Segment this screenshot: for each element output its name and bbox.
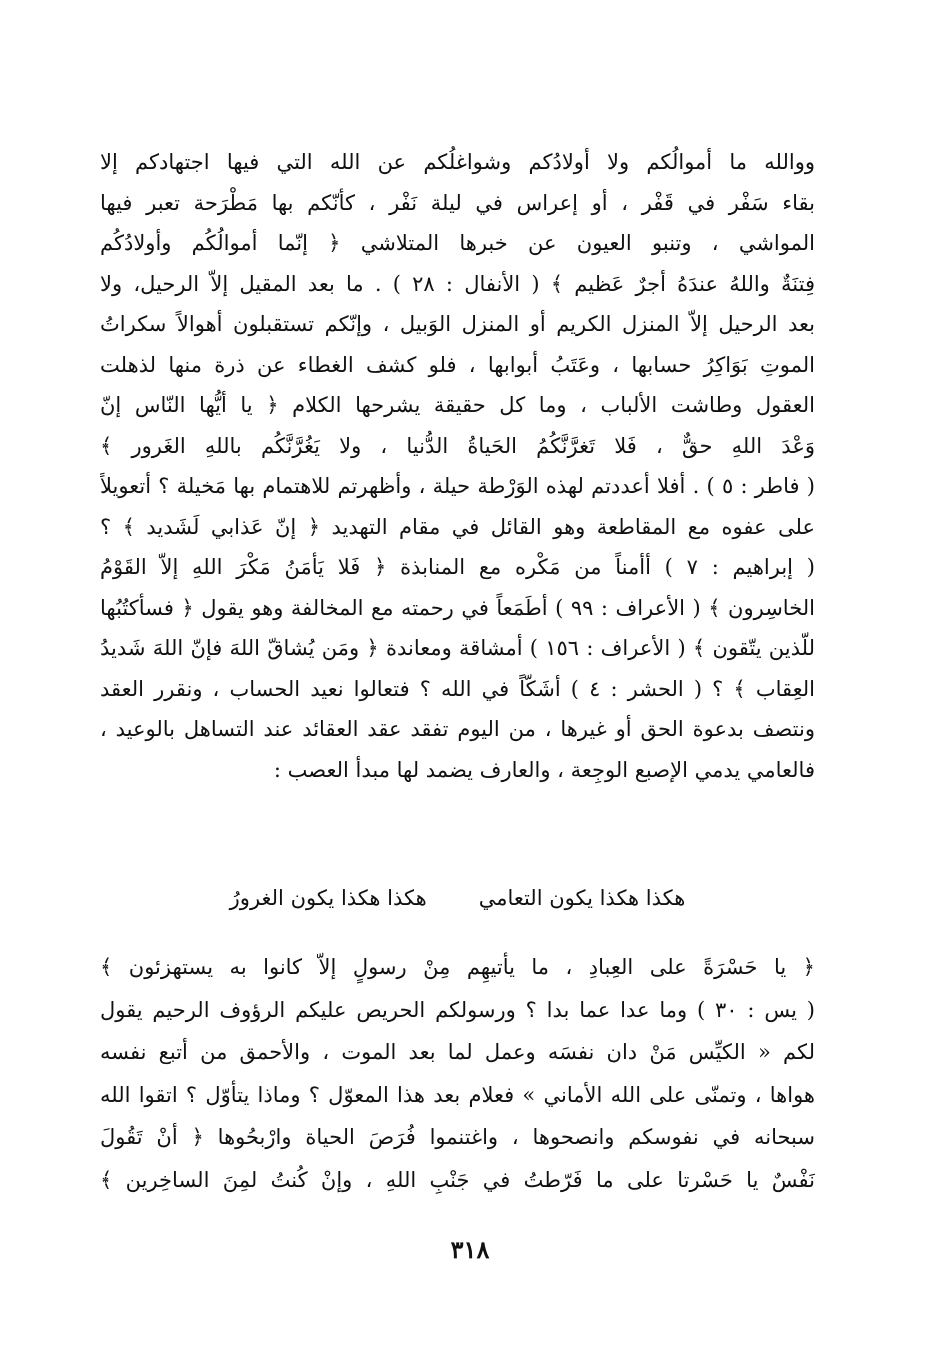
text-line: الخاسِرون ﴾ ( الأعراف : ٩٩ ) أطَمَعاً في رحمته مع المخالفة وهو يقول ﴿ فسأكتُبُها — [100, 595, 815, 620]
text-line: فِتنَةٌ واللهُ عندَهُ أجرٌ عَظيم ﴾ ( الأنفال : ٢٨ ) . ما بعد المقيل إلاّ الرحيل، ولا — [100, 271, 815, 296]
text-line: وَعْدَ اللهِ حقٌّ ، فَلا تَغرَّنَّكُمُ الحَياةُ الدُّنيا ، ولا يَغُرَّنَّكُم باللهِ الغَرور ﴾ — [100, 433, 815, 458]
text-line: ( إبراهيم : ٧ ) أأمناً من مَكْره مع المنابذة ﴿ فَلا يَأمَنُ مَكْرَ اللهِ إلاّ القَوْمُ — [100, 555, 815, 579]
text-line: نَفْسٌ يا حَسْرتا على ما فَرّطتُ في جَنْبِ اللهِ ، وإنْ كُنتُ لمِنَ الساخِرين ﴾ — [100, 1167, 815, 1192]
text-line: العقول وطاشت الألباب ، وما كل حقيقة يشرحها الكلام ﴿ يا أيُّها النّاس إنّ — [100, 393, 815, 417]
text-line: بعد الرحيل إلاّ المنزل الكريم أو المنزل الوَبيل ، وإنّكم تستقبلون أهوالاً سكراتُ — [100, 312, 815, 336]
text-line: هواها ، وتمنّى على الله الأماني » فعلام بعد هذا المعوّل ؟ وماذا يتأوّل ؟ اتقوا الله — [100, 1082, 815, 1107]
text-line: ﴿ يا حَسْرَةً على العِبادِ ، ما يأتيهِم مِنْ رسولٍ إلاّ كانوا به يستهزئون ﴾ — [100, 955, 815, 979]
paragraph-2 — [100, 946, 815, 1201]
verse-second-hemistich: هكذا هكذا يكون الغرورُ — [229, 886, 427, 910]
text-line: فالعامي يدمي الإصبع الوجِعة ، والعارف يضمد لها مبدأ العصب : — [273, 757, 815, 782]
text-line: العِقاب ﴾ ؟ ( الحشر : ٤ ) أشَكّاً في الله ؟ فتعالوا نعيد الحساب ، ونقرر العقد — [100, 676, 815, 701]
text-line: ( يس : ٣٠ ) وما عدا عما بدا ؟ ورسولكم الحريص عليكم الرؤوف الرحيم يقول — [100, 997, 815, 1022]
text-line: ووالله ما أموالُكم ولا أولادُكم وشواغلُكم عن الله التي فيها اجتهادكم إلا — [100, 150, 815, 174]
text-line: سبحانه في نفوسكم وانصحوها ، واغتنموا فُرَصَ الحياة وارْبحُوها ﴿ أنْ تَقُولَ — [100, 1125, 815, 1149]
text-line: لكم « الكيِّس مَنْ دان نفسَه وعمل لما بعد الموت ، والأحمق من أتبع نفسه — [100, 1040, 815, 1064]
text-line: ( فاطر : ٥ ) . أفلا أعددتم لهذه الوَرْطة حيلة ، وأظهرتم للاهتمام بها مَخيلة ؟ أتعويلاً — [100, 474, 815, 498]
text-line: ونتصف بدعوة الحق أو غيرها ، من اليوم تفقد عقد العقائد عند التساهل بالوعيد ، — [100, 717, 815, 741]
text-line: بقاء سَفْر في قَفْر ، أو إعراس في ليلة نَفْر ، كأنّكم بها مَطْرَحة تعبر فيها — [100, 190, 815, 215]
text-line: للّذين يتّقون ﴾ ( الأعراف : ١٥٦ ) أمشاقة ومعاندة ﴿ ومَن يُشاقّ اللهَ فإنّ اللهَ شَديدُ — [100, 636, 815, 660]
poetry-verse — [100, 876, 815, 920]
text-line: على عفوه مع المقاطعة وهو القائل في مقام التهديد ﴿ إنّ عَذابي لَشَديد ﴾ ؟ — [100, 514, 815, 539]
verse-first-hemistich: هكذا هكذا يكون التعامي — [478, 886, 686, 910]
page-number: ٣١٨ — [450, 1235, 490, 1264]
text-line: الموتِ بَوَاكِرُ حسابها ، وعَتَبُ أبوابها ، فلو كشف الغطاء عن ذرة منها لذهلت — [100, 352, 815, 377]
text-line: المواشي ، وتنبو العيون عن خبرها المتلاشي ﴿ إنّما أموالُكُم وأولادُكُم — [100, 231, 815, 255]
paragraph-1 — [100, 142, 815, 790]
